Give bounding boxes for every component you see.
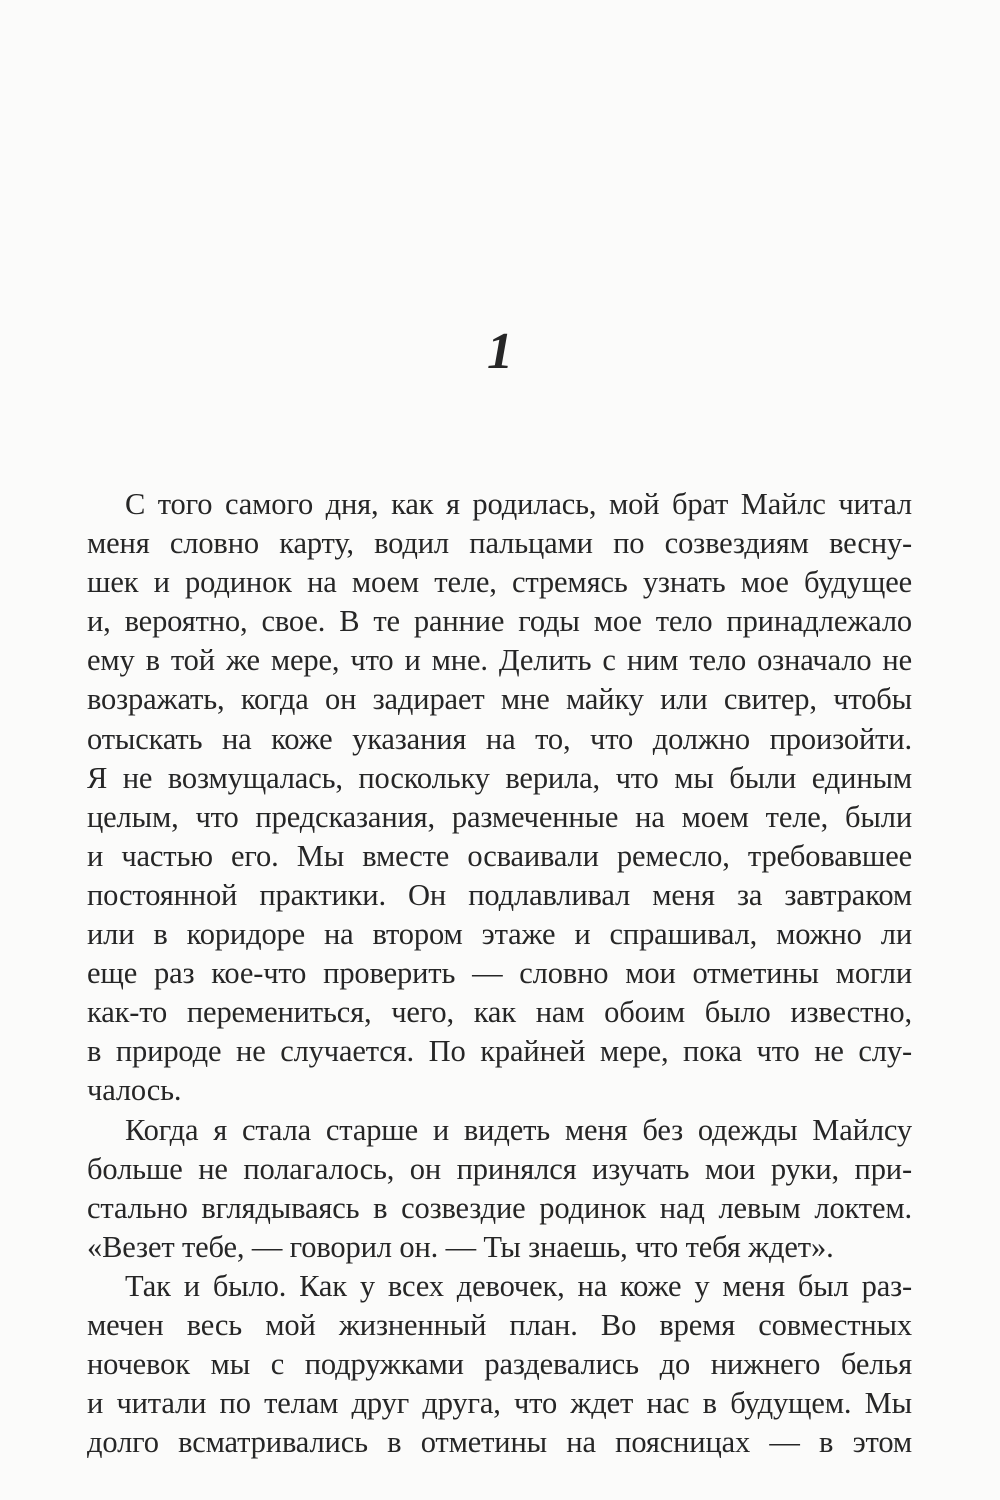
text-line: или в коридоре на втором этаже и спрашивал, можно ли — [87, 917, 912, 952]
text-line: ночевок мы с подружками раздевались до нижнего белья — [87, 1347, 912, 1382]
text-line: Когда я стала старше и видеть меня без одежды Майлсу — [125, 1112, 912, 1147]
text-line: в природе не случается. По крайней мере, пока что не слу- — [87, 1034, 912, 1069]
text-line: как-то перемениться, чего, как нам обоим было известно, — [87, 995, 912, 1030]
chapter-number: 1 — [487, 323, 513, 380]
text-line: шек и родинок на моем теле, стремясь узнать мое будущее — [87, 565, 912, 600]
paragraph — [87, 1111, 912, 1267]
text-line: постоянной практики. Он подлавливал меня за завтраком — [87, 877, 912, 912]
text-line: и читали по телам друг друга, что ждет нас в будущем. Мы — [87, 1386, 912, 1421]
text-line: возражать, когда он задирает мне майку или свитер, чтобы — [87, 682, 912, 717]
text-line: целым, что предсказания, размеченные на моем теле, были — [87, 799, 912, 834]
paragraph — [87, 485, 912, 1111]
text-line: чалось. — [87, 1073, 182, 1108]
text-line: Я не возмущалась, поскольку верила, что мы были единым — [87, 760, 912, 795]
text-line: мечен весь мой жизненный план. Во время совместных — [87, 1307, 912, 1342]
text-line: стально вглядываясь в созвездие родинок над левым локтем. — [87, 1190, 912, 1225]
body-text — [87, 485, 912, 1462]
text-line: и, вероятно, свое. В те ранние годы мое тело принадлежало — [87, 604, 912, 639]
paragraph — [87, 1267, 912, 1462]
text-line: больше не полагалось, он принялся изучать мои руки, при- — [87, 1151, 912, 1186]
text-line: еще раз кое-что проверить — словно мои отметины могли — [87, 956, 912, 991]
text-line: долго всматривались в отметины на поясницах — в этом — [87, 1425, 912, 1460]
text-line: С того самого дня, как я родилась, мой брат Майлс читал — [125, 487, 912, 521]
text-line: отыскать на коже указания на то, что должно произойти. — [87, 721, 912, 756]
text-line: «Везет тебе, — говорил он. — Ты знаешь, что тебя ждет». — [87, 1229, 834, 1264]
text-line: Так и было. Как у всех девочек, на коже у меня был раз- — [125, 1268, 912, 1303]
text-line: меня словно карту, водил пальцами по созвездиям весну- — [87, 526, 912, 561]
text-line: и частью его. Мы вместе осваивали ремесло, требовавшее — [87, 838, 912, 873]
text-line: ему в той же мере, что и мне. Делить с ним тело означало не — [87, 643, 912, 678]
